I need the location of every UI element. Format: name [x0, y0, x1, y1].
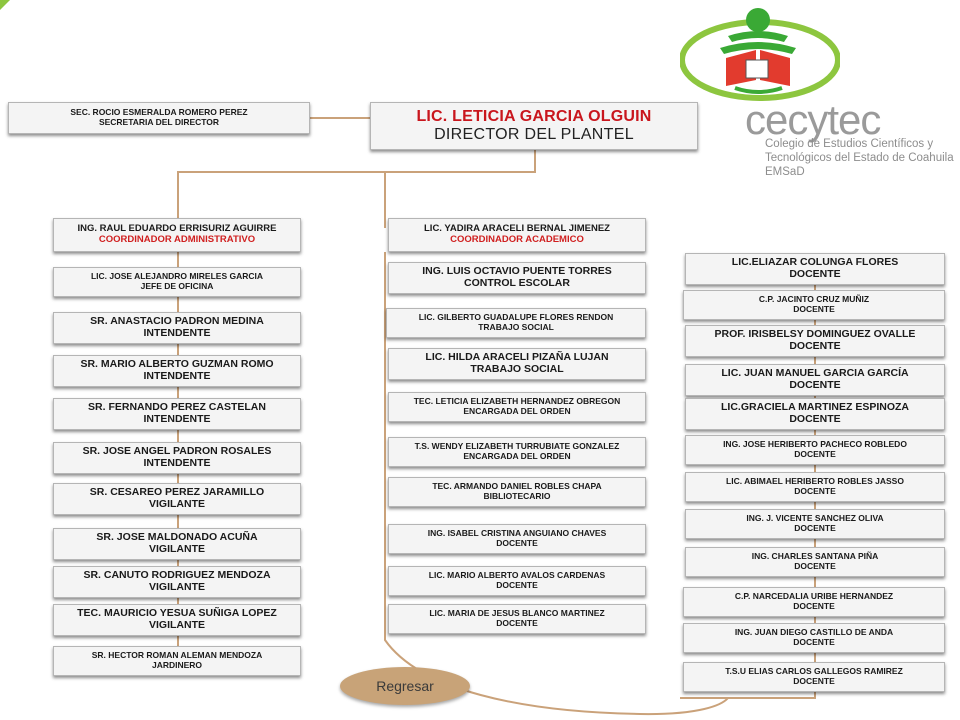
teacher-box	[685, 325, 945, 357]
staff-name: SR. FERNANDO PEREZ CASTELAN	[88, 401, 266, 414]
teacher-name: C.P. JACINTO CRUZ MUÑIZ	[758, 294, 870, 305]
brand-subtitle-line: Colegio de Estudios Científicos y	[765, 138, 934, 150]
teacher-title: DOCENTE	[794, 486, 836, 496]
teacher-box	[685, 253, 945, 285]
teacher-title: DOCENTE	[789, 268, 841, 280]
admin-staff-box	[53, 398, 301, 430]
teacher-title: DOCENTE	[789, 413, 841, 425]
teacher-name: ING. JUAN DIEGO CASTILLO DE ANDA	[734, 627, 894, 638]
staff-name: TEC. ARMANDO DANIEL ROBLES CHAPA	[432, 481, 602, 492]
staff-title: TRABAJO SOCIAL	[478, 322, 554, 332]
staff-title: JEFE DE OFICINA	[140, 281, 214, 291]
admin-coordinator-title: COORDINADOR ADMINISTRATIVO	[98, 234, 256, 245]
academic-staff-box	[388, 604, 646, 634]
staff-name: SR. JOSE MALDONADO ACUÑA	[96, 531, 258, 544]
teacher-title: DOCENTE	[789, 340, 841, 352]
staff-title: DOCENTE	[496, 580, 538, 590]
teacher-box	[683, 290, 945, 320]
academic-staff-box	[386, 308, 646, 338]
staff-name: LIC. GILBERTO GUADALUPE FLORES RENDON	[418, 312, 614, 323]
teacher-title: DOCENTE	[794, 523, 836, 533]
teacher-box	[685, 472, 945, 502]
teacher-name: C.P. NARCEDALIA URIBE HERNANDEZ	[734, 591, 894, 602]
teacher-name: PROF. IRISBELSY DOMINGUEZ OVALLE	[714, 328, 916, 341]
secretary-title: SECRETARIA DEL DIRECTOR	[98, 117, 220, 127]
admin-staff-box	[53, 442, 301, 474]
teacher-box	[685, 398, 945, 430]
academic-staff-box	[388, 566, 646, 596]
admin-staff-box	[53, 355, 301, 387]
admin-staff-box	[53, 566, 301, 598]
director-name: LIC. LETICIA GARCIA OLGUIN	[416, 108, 652, 126]
admin-staff-box	[53, 483, 301, 515]
teacher-box	[685, 509, 945, 539]
admin-staff-box	[53, 267, 301, 297]
staff-title: INTENDENTE	[143, 457, 211, 469]
teacher-box	[683, 662, 945, 692]
staff-title: CONTROL ESCOLAR	[464, 277, 570, 289]
teacher-name: T.S.U ELIAS CARLOS GALLEGOS RAMIREZ	[725, 666, 903, 677]
admin-staff-box	[53, 528, 301, 560]
director-box	[370, 102, 698, 150]
brand-subtitle	[765, 137, 954, 179]
cecytec-emblem-icon	[680, 2, 840, 102]
teacher-box	[683, 587, 945, 617]
teacher-box	[685, 364, 945, 396]
teacher-name: LIC.ELIAZAR COLUNGA FLORES	[731, 256, 899, 269]
connector-admin	[178, 150, 535, 228]
staff-name: LIC. MARIO ALBERTO AVALOS CARDENAS	[428, 570, 606, 581]
teacher-title: DOCENTE	[794, 561, 836, 571]
teacher-name: ING. CHARLES SANTANA PIÑA	[751, 551, 879, 562]
secretary-name: SEC. ROCIO ESMERALDA ROMERO PEREZ	[70, 107, 248, 118]
director-title: DIRECTOR DEL PLANTEL	[434, 126, 634, 143]
staff-name: LIC. HILDA ARACELI PIZAÑA LUJAN	[425, 351, 609, 364]
teacher-name: LIC. ABIMAEL HERIBERTO ROBLES JASSO	[726, 476, 904, 487]
teacher-title: DOCENTE	[793, 676, 835, 686]
academic-staff-box	[388, 524, 646, 554]
staff-title: DOCENTE	[496, 618, 538, 628]
staff-name: TEC. MAURICIO YESUA SUÑIGA LOPEZ	[77, 607, 277, 620]
brand-logo-text: cecytec	[745, 96, 881, 143]
teacher-name: LIC.GRACIELA MARTINEZ ESPINOZA	[720, 401, 910, 414]
staff-title: INTENDENTE	[143, 327, 211, 339]
academic-staff-box	[388, 477, 646, 507]
staff-title: BIBLIOTECARIO	[483, 491, 551, 501]
teacher-title: DOCENTE	[793, 304, 835, 314]
admin-staff-box	[53, 604, 301, 636]
academic-coordinator-box	[388, 218, 646, 252]
admin-staff-box	[53, 312, 301, 344]
staff-name: SR. CANUTO RODRIGUEZ MENDOZA	[83, 569, 271, 582]
staff-title: VIGILANTE	[148, 543, 205, 555]
staff-title: VIGILANTE	[148, 619, 205, 631]
teacher-box	[685, 435, 945, 465]
secretary-box	[8, 102, 310, 134]
staff-name: ING. ISABEL CRISTINA ANGUIANO CHAVES	[427, 528, 607, 539]
teacher-title: DOCENTE	[789, 379, 841, 391]
teacher-title: DOCENTE	[793, 601, 835, 611]
teacher-box	[683, 623, 945, 653]
staff-title: TRABAJO SOCIAL	[470, 363, 564, 375]
academic-staff-box	[388, 262, 646, 294]
brand-subtitle-line: EMSaD	[765, 166, 805, 179]
staff-name: TEC. LETICIA ELIZABETH HERNANDEZ OBREGON	[413, 396, 621, 407]
back-button[interactable]: Regresar	[340, 667, 470, 705]
teacher-title: DOCENTE	[793, 637, 835, 647]
teacher-name: LIC. JUAN MANUEL GARCIA GARCÍA	[721, 367, 909, 380]
staff-name: SR. ANASTACIO PADRON MEDINA	[90, 315, 264, 328]
academic-coordinator-name: LIC. YADIRA ARACELI BERNAL JIMENEZ	[424, 223, 610, 235]
staff-name: SR. MARIO ALBERTO GUZMAN ROMO	[80, 358, 274, 371]
teacher-name: ING. J. VICENTE SANCHEZ OLIVA	[746, 513, 884, 524]
staff-title: JARDINERO	[151, 660, 203, 670]
staff-title: INTENDENTE	[143, 370, 211, 382]
staff-title: VIGILANTE	[148, 581, 205, 593]
teacher-title: DOCENTE	[794, 449, 836, 459]
teacher-name: ING. JOSE HERIBERTO PACHECO ROBLEDO	[723, 439, 907, 450]
academic-staff-box	[388, 348, 646, 380]
staff-title: INTENDENTE	[143, 413, 211, 425]
staff-name: LIC. MARIA DE JESUS BLANCO MARTINEZ	[429, 608, 605, 619]
staff-title: ENCARGADA DEL ORDEN	[463, 451, 571, 461]
academic-staff-box	[388, 437, 646, 467]
admin-coordinator-box	[53, 218, 301, 252]
staff-name: SR. HECTOR ROMAN ALEMAN MENDOZA	[91, 650, 263, 661]
teacher-box	[685, 547, 945, 577]
staff-name: ING. LUIS OCTAVIO PUENTE TORRES	[422, 265, 612, 278]
staff-name: LIC. JOSE ALEJANDRO MIRELES GARCIA	[90, 271, 264, 282]
staff-title: VIGILANTE	[148, 498, 205, 510]
staff-title: ENCARGADA DEL ORDEN	[463, 406, 571, 416]
academic-staff-box	[388, 392, 646, 422]
academic-coordinator-title: COORDINADOR ACADEMICO	[450, 234, 584, 245]
staff-name: T.S. WENDY ELIZABETH TURRUBIATE GONZALEZ	[414, 441, 620, 452]
admin-staff-box	[53, 646, 301, 676]
admin-coordinator-name: ING. RAUL EDUARDO ERRISURIZ AGUIRRE	[77, 223, 277, 235]
brand-subtitle-line: Tecnológicos del Estado de Coahuila	[765, 152, 954, 165]
staff-title: DOCENTE	[496, 538, 538, 548]
staff-name: SR. CESAREO PEREZ JARAMILLO	[89, 486, 265, 499]
staff-name: SR. JOSE ANGEL PADRON ROSALES	[82, 445, 272, 458]
